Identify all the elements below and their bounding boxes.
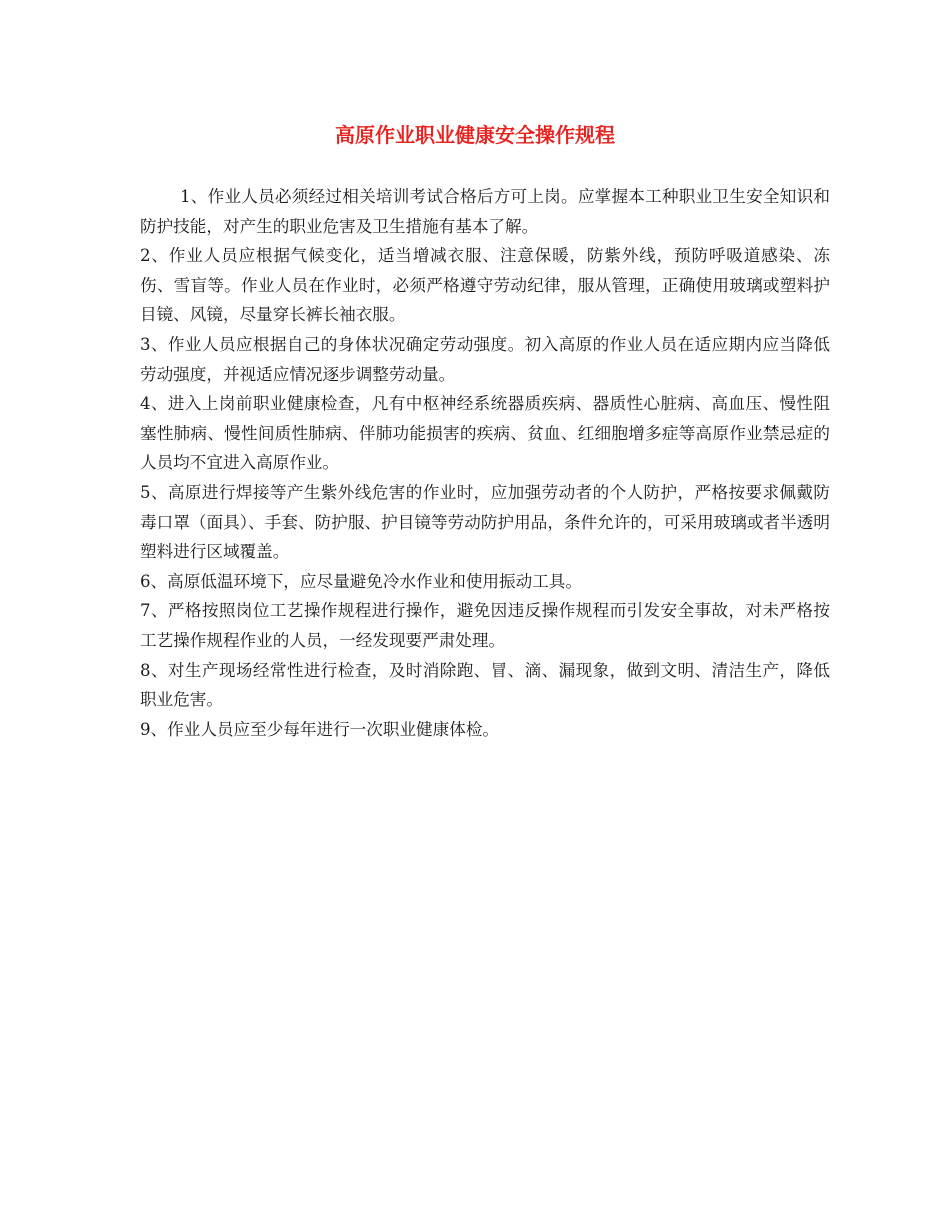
paragraph-3: 3、作业人员应根据自己的身体状况确定劳动强度。初入高原的作业人员在适应期内应当降低劳动强度，并视适应情况逐步调整劳动量。: [140, 334, 830, 384]
paragraph-5: 5、高原进行焊接等产生紫外线危害的作业时，应加强劳动者的个人防护，严格按要求佩戴防毒口罩（面具）、手套、防护服、护目镜等劳动防护用品，条件允许的，可采用玻璃或者半透明塑料进行区域覆盖。: [140, 482, 830, 562]
paragraph-4: 4、进入上岗前职业健康检查，凡有中枢神经系统器质疾病、器质性心脏病、高血压、慢性阻塞性肺病、慢性间质性肺病、伴肺功能损害的疾病、贫血、红细胞增多症等高原作业禁忌症的人员均不宜进入高原作业。: [140, 394, 830, 473]
document-title: 高原作业职业健康安全操作规程: [335, 123, 615, 147]
paragraph-7: 7、严格按照岗位工艺操作规程进行操作，避免因违反操作规程而引发安全事故，对未严格按工艺操作规程作业的人员，一经发现要严肃处理。: [140, 601, 830, 650]
document-body: [140, 182, 830, 744]
paragraph-6: 6、高原低温环境下，应尽量避免冷水作业和使用振动工具。: [140, 571, 582, 591]
paragraph-8: 8、对生产现场经常性进行检查，及时消除跑、冒、滴、漏现象，做到文明、清洁生产，降低职业危害。: [140, 660, 830, 710]
paragraph-9: 9、作业人员应至少每年进行一次职业健康体检。: [140, 719, 500, 739]
paragraph-2: 2、作业人员应根据气候变化，适当增减衣服、注意保暖，防紫外线，预防呼吸道感染、冻伤、雪盲等。作业人员在作业时，必须严格遵守劳动纪律，服从管理，正确使用玻璃或塑料护目镜、风镜，尽量穿长裤长袖衣服。: [140, 246, 830, 325]
paragraph-1: 1、作业人员必须经过相关培训考试合格后方可上岗。应掌握本工种职业卫生安全知识和防护技能，对产生的职业危害及卫生措施有基本了解。: [140, 187, 830, 236]
